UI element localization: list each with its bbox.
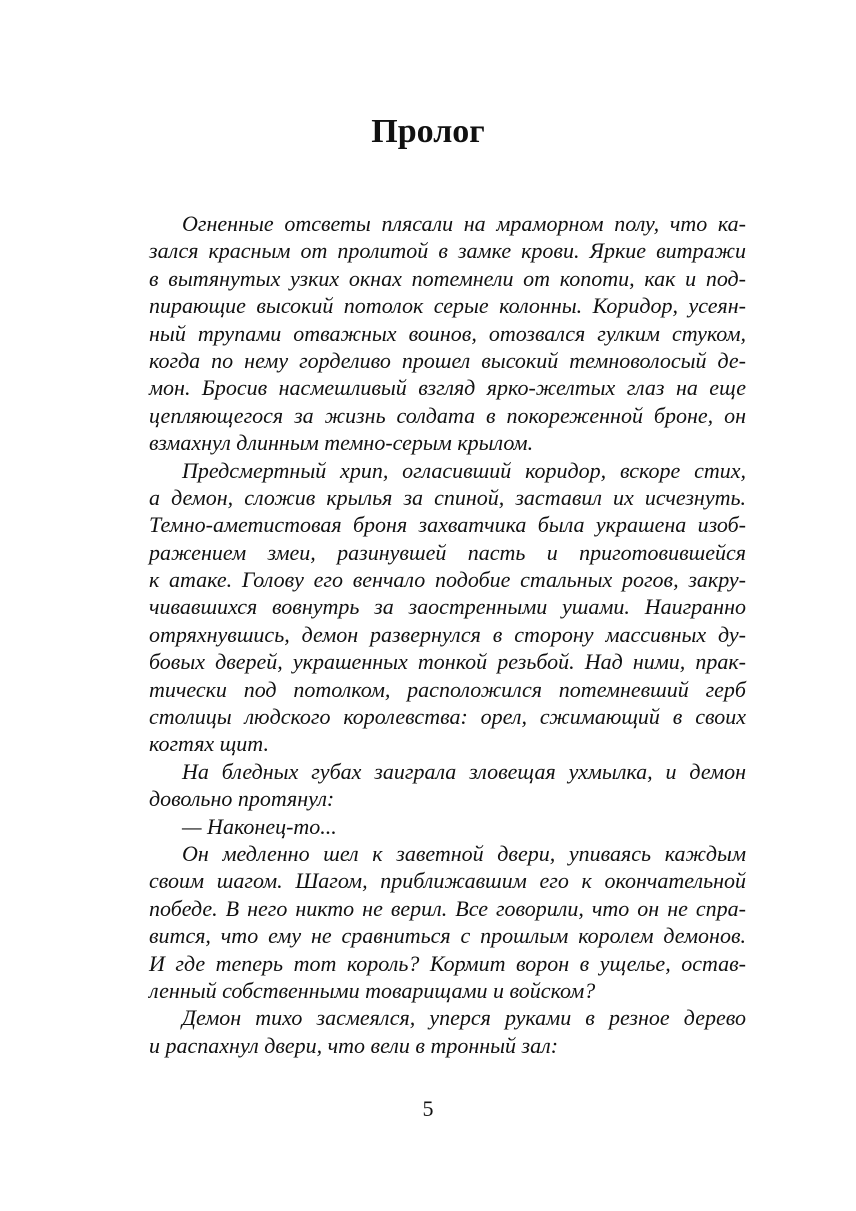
text-line: столицы людского королевства: орел, сжимающий в своих	[149, 704, 746, 730]
text-line: Он медленно шел к заветной двери, упиваясь каждым	[182, 840, 746, 866]
page-number: 5	[422, 1096, 434, 1121]
text-line: победе. В него никто не верил. Все говорили, что он не спра-	[149, 895, 746, 921]
text-line: мон. Бросив насмешливый взгляд ярко-желтых глаз на еще	[149, 375, 746, 401]
text-line: отряхнувшись, демон развернулся в сторону массивных ду-	[149, 621, 746, 647]
text-line: к атаке. Голову его венчало подобие стальных рогов, закру-	[149, 567, 746, 593]
dialogue-line: — Наконец-то...	[182, 813, 337, 839]
text-line: довольно протянул:	[149, 786, 335, 812]
text-line: ный трупами отважных воинов, отозвался гулким стуком,	[149, 320, 746, 346]
text-line: когда по нему горделиво прошел высокий темноволосый де-	[149, 347, 746, 373]
text-line: ражением змеи, разинувшей пасть и приготовившейся	[149, 539, 746, 565]
text-line: тически под потолком, расположился потемневший герб	[149, 676, 746, 702]
text-line: своим шагом. Шагом, приближавшим его к окончательной	[149, 868, 746, 894]
text-line: чивавшихся вовнутрь за заостренными ушами. Наигранно	[149, 594, 746, 620]
text-line: На бледных губах заиграла зловещая ухмылка, и демон	[182, 758, 746, 784]
text-line: Темно-аметистовая броня захватчика была украшена изоб-	[149, 512, 746, 538]
text-line: цепляющегося за жизнь солдата в покореженной броне, он	[149, 402, 746, 428]
text-line: и распахнул двери, что вели в тронный зал:	[149, 1032, 559, 1058]
text-line: Демон тихо засмеялся, уперся руками в резное дерево	[182, 1005, 746, 1031]
text-line: Огненные отсветы плясали на мраморном полу, что ка-	[182, 211, 746, 236]
body-text	[149, 210, 746, 1059]
chapter-title: Пролог	[371, 113, 485, 150]
text-line: в вытянутых узких окнах потемнели от копоти, как и под-	[149, 265, 746, 291]
text-line: ленный собственными товарищами и войском?	[149, 977, 596, 1003]
text-line: когтях щит.	[149, 731, 269, 757]
text-line: И где теперь тот король? Кормит ворон в ущелье, остав-	[149, 950, 746, 976]
text-line: Предсмертный хрип, огласивший коридор, вскоре стих,	[182, 457, 746, 483]
text-line: вится, что ему не сравниться с прошлым королем демонов.	[149, 923, 746, 949]
text-line: а демон, сложив крылья за спиной, заставил их исчезнуть.	[149, 484, 746, 510]
text-line: взмахнул длинным темно-серым крылом.	[149, 430, 534, 456]
text-line: пирающие высокий потолок серые колонны. Коридор, усеян-	[149, 293, 746, 319]
text-line: бовых дверей, украшенных тонкой резьбой. Над ними, прак-	[149, 649, 746, 675]
text-line: зался красным от пролитой в замке крови. Яркие витражи	[149, 238, 746, 264]
